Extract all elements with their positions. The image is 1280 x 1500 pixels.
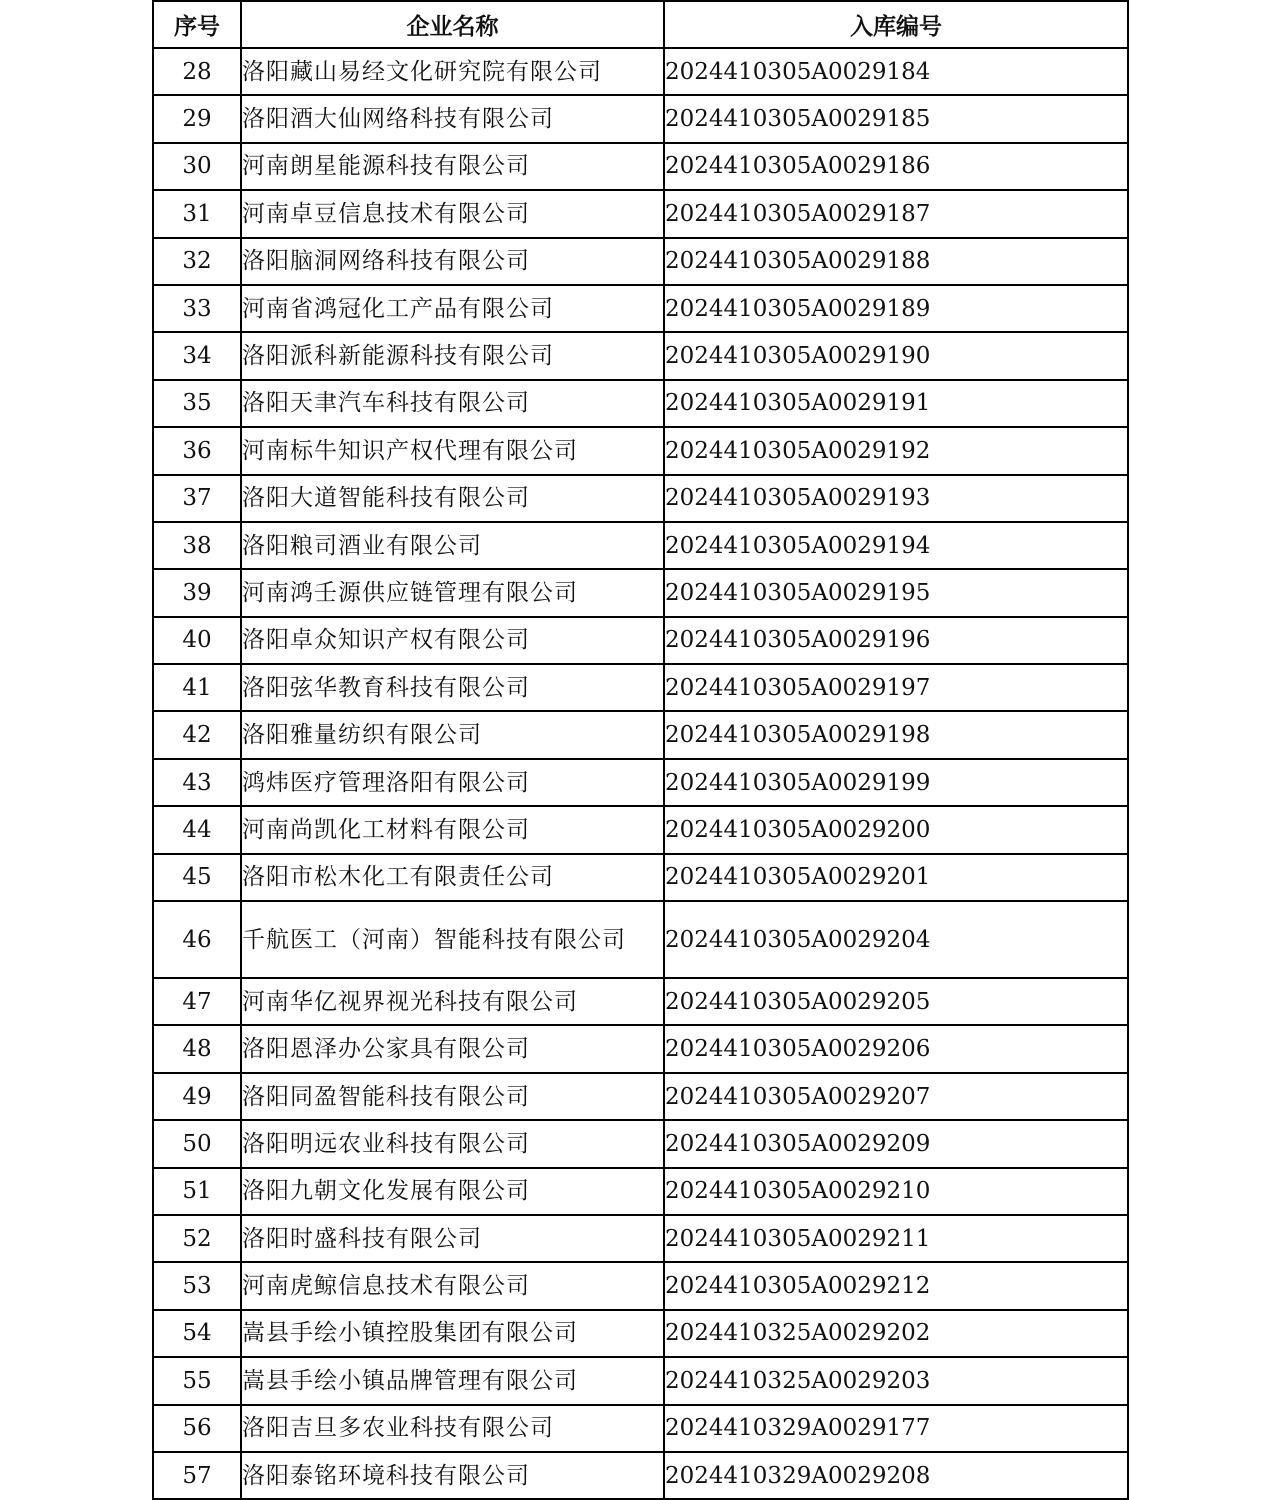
row-registry-code: 2024410305A0029212: [664, 1262, 1128, 1309]
row-index: 32: [153, 238, 241, 285]
row-registry-code: 2024410325A0029203: [664, 1357, 1128, 1404]
row-registry-code: 2024410305A0029186: [664, 143, 1128, 190]
table-row: [153, 978, 1128, 1025]
row-index: 39: [153, 569, 241, 616]
table-row: [153, 522, 1128, 569]
table-row: [153, 1073, 1128, 1120]
row-index: 55: [153, 1357, 241, 1404]
row-index: 31: [153, 190, 241, 237]
row-enterprise-name: 河南鸿壬源供应链管理有限公司: [241, 569, 664, 616]
row-index: 52: [153, 1215, 241, 1262]
row-index: 53: [153, 1262, 241, 1309]
row-registry-code: 2024410305A0029191: [664, 380, 1128, 427]
table-row: [153, 1405, 1128, 1452]
row-index: 30: [153, 143, 241, 190]
row-registry-code: 2024410305A0029195: [664, 569, 1128, 616]
table-row: [153, 1310, 1128, 1357]
row-registry-code: 2024410305A0029205: [664, 978, 1128, 1025]
table-row: [153, 143, 1128, 190]
row-index: 47: [153, 978, 241, 1025]
table-row: [153, 617, 1128, 664]
table-row: [153, 1120, 1128, 1167]
table-row: [153, 569, 1128, 616]
row-enterprise-name: 洛阳粮司酒业有限公司: [241, 522, 664, 569]
row-registry-code: 2024410305A0029187: [664, 190, 1128, 237]
row-index: 28: [153, 48, 241, 95]
table-row: [153, 901, 1128, 978]
table-row: [153, 95, 1128, 142]
row-enterprise-name: 洛阳脑洞网络科技有限公司: [241, 238, 664, 285]
row-index: 40: [153, 617, 241, 664]
table-row: [153, 285, 1128, 332]
row-registry-code: 2024410305A0029188: [664, 238, 1128, 285]
row-registry-code: 2024410305A0029206: [664, 1025, 1128, 1072]
row-registry-code: 2024410305A0029184: [664, 48, 1128, 95]
row-index: 38: [153, 522, 241, 569]
row-enterprise-name: 洛阳市松木化工有限责任公司: [241, 854, 664, 901]
row-registry-code: 2024410305A0029211: [664, 1215, 1128, 1262]
row-index: 50: [153, 1120, 241, 1167]
row-enterprise-name: 嵩县手绘小镇控股集团有限公司: [241, 1310, 664, 1357]
row-index: 43: [153, 759, 241, 806]
row-enterprise-name: 河南尚凯化工材料有限公司: [241, 806, 664, 853]
row-registry-code: 2024410329A0029177: [664, 1405, 1128, 1452]
row-enterprise-name: 洛阳弦华教育科技有限公司: [241, 664, 664, 711]
row-enterprise-name: 洛阳酒大仙网络科技有限公司: [241, 95, 664, 142]
row-enterprise-name: 洛阳派科新能源科技有限公司: [241, 332, 664, 379]
table-row: [153, 1215, 1128, 1262]
row-registry-code: 2024410305A0029209: [664, 1120, 1128, 1167]
row-enterprise-name: 河南虎鲸信息技术有限公司: [241, 1262, 664, 1309]
row-registry-code: 2024410305A0029201: [664, 854, 1128, 901]
table-row: [153, 380, 1128, 427]
table-row: [153, 854, 1128, 901]
row-enterprise-name: 河南标牛知识产权代理有限公司: [241, 427, 664, 474]
table-row: [153, 48, 1128, 95]
row-index: 44: [153, 806, 241, 853]
row-index: 35: [153, 380, 241, 427]
row-registry-code: 2024410305A0029199: [664, 759, 1128, 806]
row-enterprise-name: 千航医工（河南）智能科技有限公司: [241, 901, 664, 978]
table-row: [153, 664, 1128, 711]
header-enterprise-name: 企业名称: [241, 1, 664, 48]
row-enterprise-name: 洛阳卓众知识产权有限公司: [241, 617, 664, 664]
table-row: [153, 332, 1128, 379]
table-row: [153, 238, 1128, 285]
table-row: [153, 711, 1128, 758]
row-enterprise-name: 洛阳时盛科技有限公司: [241, 1215, 664, 1262]
row-enterprise-name: 洛阳天聿汽车科技有限公司: [241, 380, 664, 427]
table-row: [153, 427, 1128, 474]
row-enterprise-name: 洛阳吉旦多农业科技有限公司: [241, 1405, 664, 1452]
table-row: [153, 475, 1128, 522]
row-registry-code: 2024410305A0029207: [664, 1073, 1128, 1120]
row-enterprise-name: 嵩县手绘小镇品牌管理有限公司: [241, 1357, 664, 1404]
row-index: 56: [153, 1405, 241, 1452]
row-registry-code: 2024410305A0029198: [664, 711, 1128, 758]
row-index: 45: [153, 854, 241, 901]
row-registry-code: 2024410305A0029189: [664, 285, 1128, 332]
row-index: 54: [153, 1310, 241, 1357]
table-row: [153, 190, 1128, 237]
row-enterprise-name: 洛阳同盈智能科技有限公司: [241, 1073, 664, 1120]
table-header-row: [153, 1, 1128, 48]
row-index: 51: [153, 1168, 241, 1215]
row-enterprise-name: 洛阳九朝文化发展有限公司: [241, 1168, 664, 1215]
enterprise-registry-table: [152, 0, 1129, 1500]
row-index: 36: [153, 427, 241, 474]
row-index: 46: [153, 901, 241, 978]
row-enterprise-name: 洛阳明远农业科技有限公司: [241, 1120, 664, 1167]
table-row: [153, 1168, 1128, 1215]
row-index: 37: [153, 475, 241, 522]
row-registry-code: 2024410305A0029194: [664, 522, 1128, 569]
row-index: 57: [153, 1452, 241, 1499]
table-body: [153, 48, 1128, 1499]
header-index: 序号: [153, 1, 241, 48]
table-row: [153, 759, 1128, 806]
table-row: [153, 806, 1128, 853]
row-enterprise-name: 河南省鸿冠化工产品有限公司: [241, 285, 664, 332]
row-registry-code: 2024410305A0029193: [664, 475, 1128, 522]
row-registry-code: 2024410305A0029192: [664, 427, 1128, 474]
row-enterprise-name: 洛阳大道智能科技有限公司: [241, 475, 664, 522]
row-enterprise-name: 鸿炜医疗管理洛阳有限公司: [241, 759, 664, 806]
row-enterprise-name: 洛阳藏山易经文化研究院有限公司: [241, 48, 664, 95]
table-row: [153, 1452, 1128, 1499]
row-enterprise-name: 洛阳恩泽办公家具有限公司: [241, 1025, 664, 1072]
row-registry-code: 2024410305A0029204: [664, 901, 1128, 978]
row-registry-code: 2024410329A0029208: [664, 1452, 1128, 1499]
row-enterprise-name: 洛阳雅量纺织有限公司: [241, 711, 664, 758]
row-index: 49: [153, 1073, 241, 1120]
row-enterprise-name: 河南华亿视界视光科技有限公司: [241, 978, 664, 1025]
table-row: [153, 1262, 1128, 1309]
row-registry-code: 2024410305A0029210: [664, 1168, 1128, 1215]
row-index: 33: [153, 285, 241, 332]
row-registry-code: 2024410305A0029200: [664, 806, 1128, 853]
row-registry-code: 2024410305A0029185: [664, 95, 1128, 142]
row-registry-code: 2024410305A0029190: [664, 332, 1128, 379]
row-enterprise-name: 洛阳泰铭环境科技有限公司: [241, 1452, 664, 1499]
table-row: [153, 1025, 1128, 1072]
header-registry-code: 入库编号: [664, 1, 1128, 48]
row-index: 42: [153, 711, 241, 758]
row-index: 34: [153, 332, 241, 379]
row-index: 48: [153, 1025, 241, 1072]
row-index: 29: [153, 95, 241, 142]
row-registry-code: 2024410305A0029197: [664, 664, 1128, 711]
row-enterprise-name: 河南卓豆信息技术有限公司: [241, 190, 664, 237]
row-registry-code: 2024410325A0029202: [664, 1310, 1128, 1357]
row-index: 41: [153, 664, 241, 711]
table-row: [153, 1357, 1128, 1404]
row-enterprise-name: 河南朗星能源科技有限公司: [241, 143, 664, 190]
row-registry-code: 2024410305A0029196: [664, 617, 1128, 664]
